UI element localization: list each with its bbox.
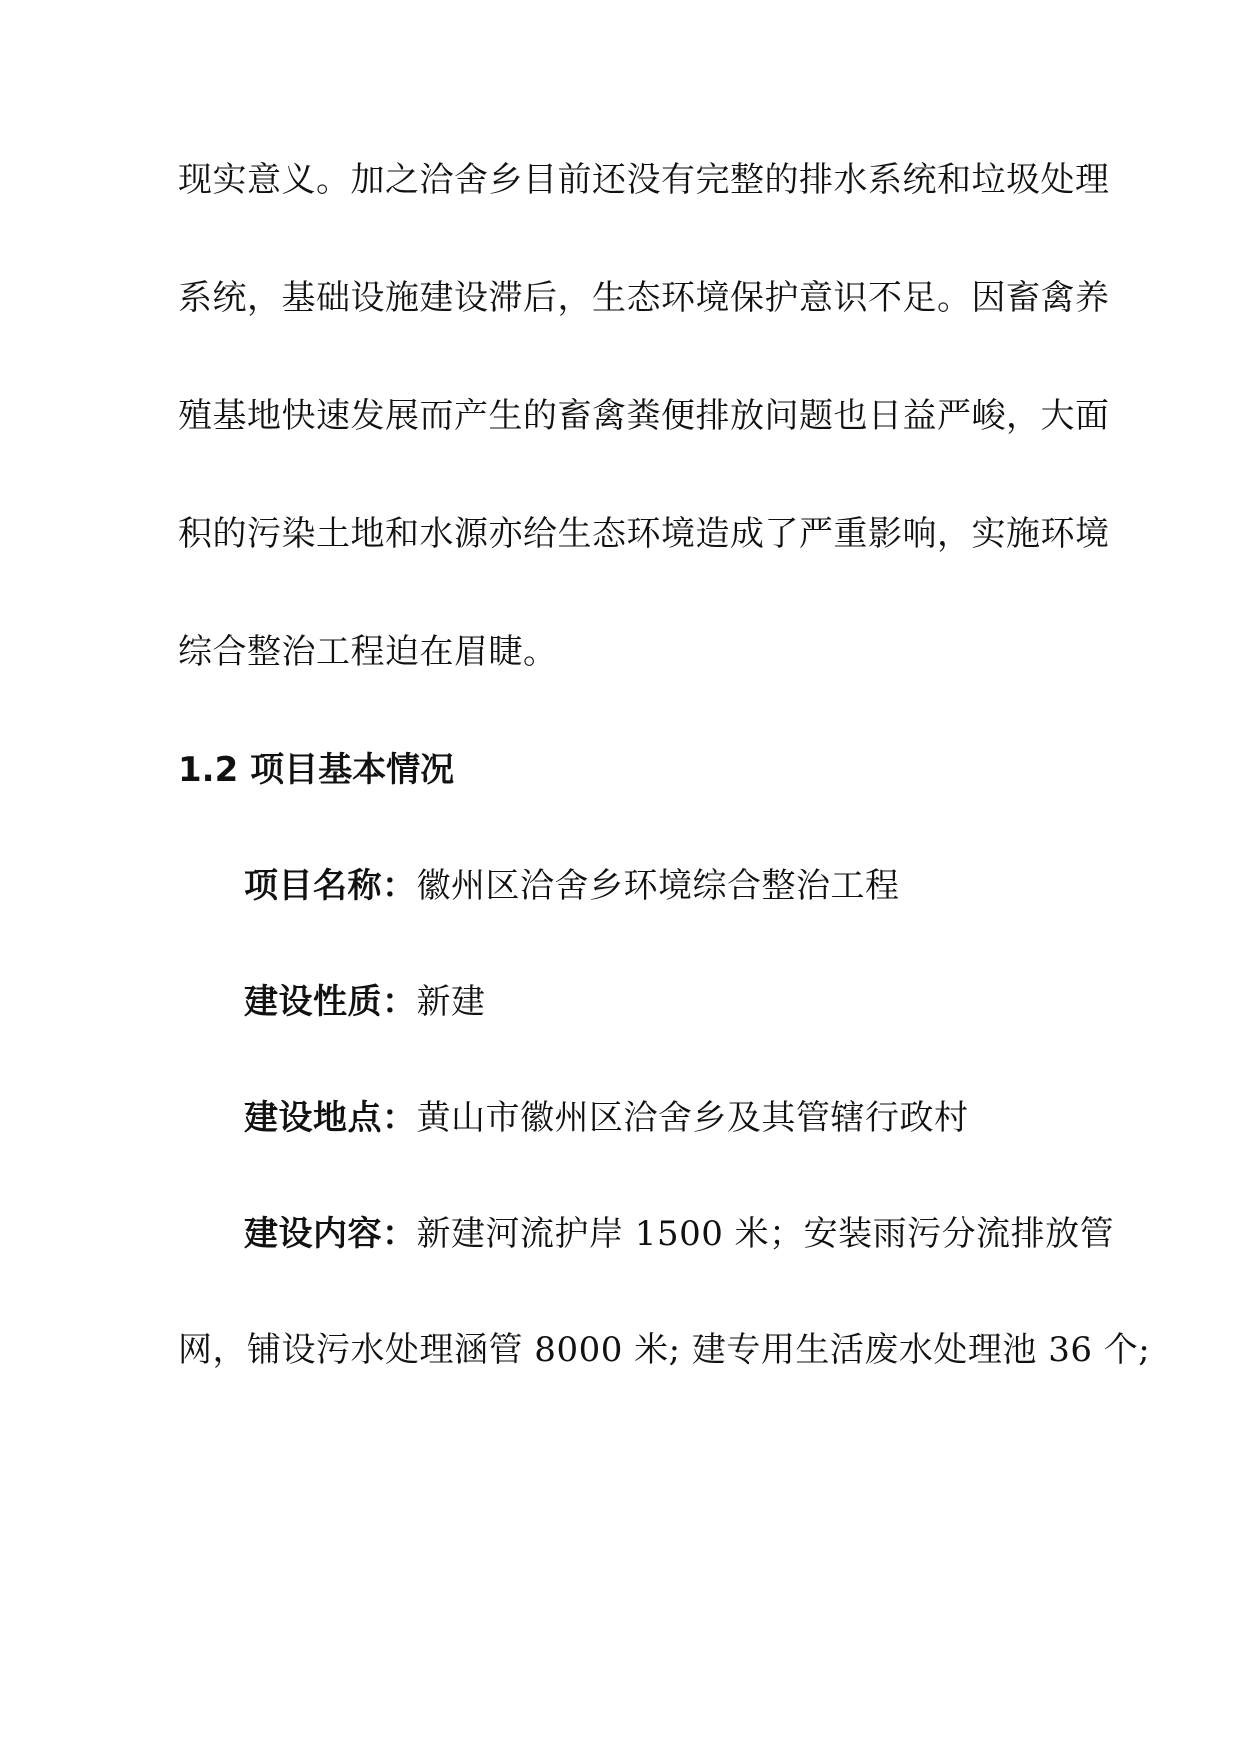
paragraph-line-3: 殖基地快速发展而产生的畜禽粪便排放问题也日益严峻，大面	[178, 396, 1110, 436]
field-construction-content	[244, 1212, 1114, 1256]
field-project-name	[244, 864, 900, 908]
field-construction-nature-label: 建设性质：	[244, 982, 417, 1022]
field-construction-location	[244, 1096, 969, 1140]
paragraph-line-5: 综合整治工程迫在眉睫。	[178, 632, 558, 672]
paragraph-line-2: 系统，基础设施建设滞后，生态环境保护意识不足。因畜禽养	[178, 278, 1110, 318]
field-project-name-label: 项目名称：	[244, 866, 417, 906]
paragraph-line-4: 积的污染土地和水源亦给生态环境造成了严重影响，实施环境	[178, 514, 1110, 554]
field-project-name-value: 徽州区洽舍乡环境综合整治工程	[416, 866, 900, 906]
field-construction-location-label: 建设地点：	[244, 1098, 417, 1138]
section-heading: 1.2 项目基本情况	[178, 750, 455, 790]
field-construction-content-label: 建设内容：	[244, 1214, 417, 1254]
field-construction-content-continued: 网，铺设污水处理涵管 8000 米; 建专用生活废水处理池 36 个;	[178, 1330, 1151, 1370]
field-construction-location-value: 黄山市徽州区洽舍乡及其管辖行政村	[416, 1098, 969, 1138]
field-construction-content-value-1: 新建河流护岸 1500 米；安装雨污分流排放管	[416, 1214, 1115, 1254]
paragraph-line-1: 现实意义。加之洽舍乡目前还没有完整的排水系统和垃圾处理	[178, 160, 1110, 200]
field-construction-nature-value: 新建	[416, 982, 486, 1022]
field-construction-nature	[244, 980, 486, 1024]
